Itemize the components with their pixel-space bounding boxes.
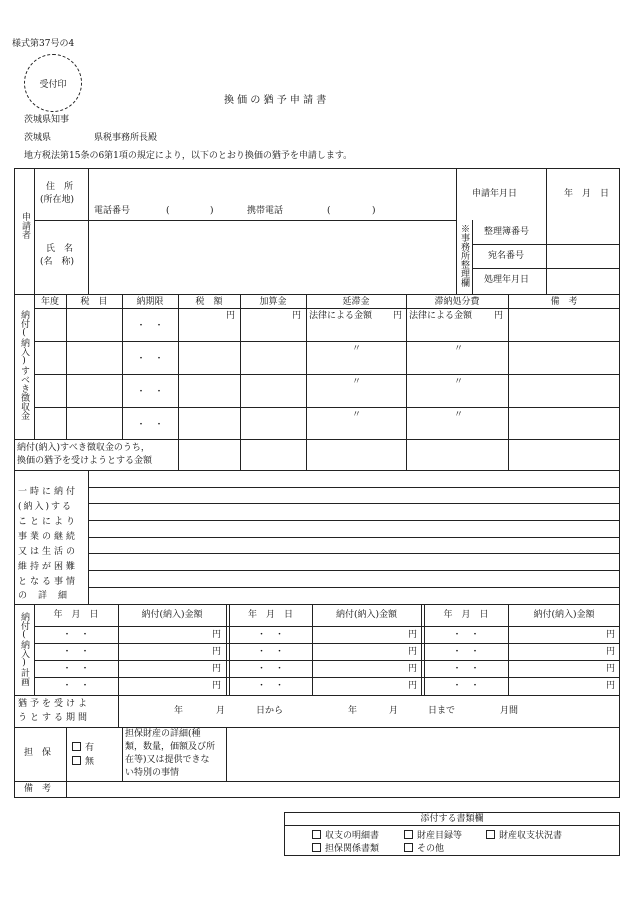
checkbox-icon (312, 843, 321, 852)
intro-text: 地方税法第15条の6第1項の規定により，以下のとおり換価の猶予を申請します。 (24, 151, 353, 161)
mobile-paren-open: ( (327, 206, 331, 216)
yen-unit: 円 (212, 647, 222, 657)
office-row-ledger: 整理簿番号 (484, 227, 530, 237)
checkbox-icon (404, 830, 413, 839)
yen-unit: 円 (212, 630, 222, 640)
plan-amount-header: 納付(納入)金額 (335, 610, 398, 620)
plan-amount-header: 納付(納入)金額 (533, 610, 595, 620)
collateral-detail-label: 類，数量，価額及び所 (125, 742, 216, 752)
plan-section-label: 納付(納入)計画 (19, 612, 29, 686)
address-label: 住 所 (46, 182, 74, 192)
yen-unit: 円 (606, 664, 616, 674)
plan-date-header: 年 月 日 (443, 610, 489, 620)
attach-label: 財産目録等 (417, 831, 463, 841)
yen-unit: 円 (494, 311, 504, 321)
ditto-mark: 〃 (352, 377, 362, 387)
period-year: 年 (348, 706, 358, 716)
yen-unit: 円 (606, 630, 616, 640)
collateral-label: 担 保 (24, 748, 52, 758)
plan-date-mark: ・ ・ (256, 647, 284, 657)
mobile-label: 携帯電話 (247, 206, 284, 216)
ditto-mark: 〃 (352, 410, 362, 420)
name-field[interactable] (89, 221, 455, 293)
detail-label-line: となる事情 (18, 577, 79, 587)
collateral-yes-checkbox[interactable] (72, 742, 94, 753)
attach-label: その他 (417, 844, 445, 854)
office-row-address-number: 宛名番号 (488, 251, 525, 261)
yen-unit: 円 (212, 681, 222, 691)
hardship-detail-field[interactable] (89, 471, 619, 603)
phone-label: 電話番号 (94, 206, 131, 216)
addressee-office: 県税事務所長殿 (94, 133, 158, 143)
address-sub-label: (所在地) (40, 195, 75, 205)
yen-unit: 円 (212, 664, 222, 674)
attach-label: 収支の明細書 (325, 831, 380, 841)
office-use-label: ※事務所整理欄 (459, 224, 469, 287)
plan-amount-header: 納付(納入)金額 (141, 610, 203, 620)
col-year: 年度 (40, 297, 59, 307)
detail-label-line: (納入)する (18, 502, 74, 512)
phone-paren-open: ( (166, 206, 170, 216)
period-year: 年 (174, 706, 184, 716)
detail-label-line: 事業の継続 (18, 532, 79, 542)
yen-unit: 円 (408, 647, 418, 657)
attach-property-income[interactable] (486, 830, 562, 841)
reception-stamp-label: 受付印 (39, 80, 67, 90)
application-date-label: 申請年月日 (472, 189, 518, 199)
mobile-paren-close: ) (372, 206, 376, 216)
collateral-detail-label: 担保財産の詳細(種 (125, 729, 201, 739)
period-months: 月間 (500, 706, 519, 716)
remarks-label: 備 考 (24, 784, 52, 794)
name-sub-label: (名 称) (40, 257, 75, 267)
ditto-mark: 〃 (454, 377, 464, 387)
period-label-line2: うとする期間 (18, 713, 91, 723)
plan-date-mark: ・ ・ (62, 647, 90, 657)
yen-unit: 円 (292, 311, 302, 321)
checkbox-icon (404, 843, 413, 852)
phone-paren-close: ) (210, 206, 214, 216)
applicant-section-label: 申請者 (20, 212, 30, 239)
application-date-value[interactable]: 年 月 日 (564, 189, 610, 199)
deadline-mark: ・ ・ (136, 387, 164, 397)
deadline-mark: ・ ・ (136, 321, 164, 331)
plan-date-mark: ・ ・ (62, 664, 90, 674)
attach-collateral-docs[interactable] (312, 843, 379, 854)
plan-date-mark: ・ ・ (452, 681, 480, 691)
attach-income-statement[interactable] (312, 830, 379, 841)
period-from: 日から (256, 706, 284, 716)
addressee-prefecture: 茨城県 (24, 133, 52, 143)
period-month: 月 (216, 706, 226, 716)
yen-unit: 円 (393, 311, 403, 321)
plan-date-header: 年 月 日 (247, 610, 293, 620)
yen-unit: 円 (408, 664, 418, 674)
yen-unit: 円 (226, 311, 236, 321)
plan-date-mark: ・ ・ (452, 664, 480, 674)
col-delinquency: 延滞金 (342, 297, 370, 307)
collateral-detail-field[interactable] (227, 728, 619, 780)
period-until: 日まで (428, 706, 456, 716)
legal-amount-label: 法律による金額 (309, 311, 373, 321)
plan-date-mark: ・ ・ (256, 681, 284, 691)
collateral-detail-label: 在等)又は提供できな (125, 755, 210, 765)
yen-unit: 円 (606, 681, 616, 691)
detail-label-line: の 詳 細 (18, 591, 69, 601)
attachments-title: 添付する書類欄 (420, 814, 484, 824)
deadline-mark: ・ ・ (136, 420, 164, 430)
plan-date-mark: ・ ・ (256, 664, 284, 674)
yen-unit: 円 (606, 647, 616, 657)
detail-label-line: 又は生活の (18, 547, 79, 557)
detail-label-line: ことにより (18, 517, 79, 527)
attach-other[interactable] (404, 843, 444, 854)
collateral-yes-label: 有 (85, 743, 95, 753)
checkbox-icon (72, 756, 81, 765)
office-row-processed-date: 処理年月日 (484, 275, 530, 285)
plan-date-mark: ・ ・ (62, 681, 90, 691)
collateral-detail-label: い特別の事情 (125, 768, 180, 778)
yen-unit: 円 (408, 630, 418, 640)
detail-label-line: 維持が困難 (18, 562, 79, 572)
addressee-governor: 茨城県知事 (24, 115, 70, 125)
plan-date-mark: ・ ・ (256, 630, 284, 640)
attach-label: 担保関係書類 (325, 844, 380, 854)
tax-section-label: 納付(納入)すべき徴収金 (19, 310, 29, 420)
checkbox-icon (312, 830, 321, 839)
total-label-line1: 納付(納入)すべき徴収金のうち， (17, 443, 150, 453)
col-tax-item: 税 目 (80, 297, 108, 307)
col-disposition-fee: 滞納処分費 (434, 297, 480, 307)
plan-date-mark: ・ ・ (452, 630, 480, 640)
form-number: 様式第37号の4 (12, 39, 75, 49)
collateral-no-label: 無 (85, 757, 95, 767)
checkbox-icon (72, 742, 81, 751)
plan-date-mark: ・ ・ (62, 630, 90, 640)
name-label: 氏 名 (46, 244, 74, 254)
col-additional: 加算金 (259, 297, 287, 307)
period-label-line1: 猶予を受けよ (18, 699, 91, 709)
col-tax-amount: 税 額 (195, 297, 223, 307)
deadline-mark: ・ ・ (136, 354, 164, 364)
reception-stamp-circle (24, 54, 82, 112)
remarks-field[interactable] (67, 782, 619, 797)
detail-label-line: 一時に納付 (18, 487, 79, 497)
page-title: 換 価 の 猶 予 申 請 書 (224, 95, 327, 106)
total-label-line2: 換価の猶予を受けようとする金額 (17, 456, 153, 466)
checkbox-icon (486, 830, 495, 839)
col-deadline: 納期限 (136, 297, 164, 307)
collateral-no-checkbox[interactable] (72, 756, 94, 767)
ditto-mark: 〃 (352, 344, 362, 354)
plan-date-header: 年 月 日 (53, 610, 99, 620)
col-remarks: 備 考 (550, 297, 578, 307)
ditto-mark: 〃 (454, 410, 464, 420)
period-month: 月 (389, 706, 399, 716)
ditto-mark: 〃 (454, 344, 464, 354)
attach-label: 財産収支状況書 (499, 831, 563, 841)
attach-property-list[interactable] (404, 830, 462, 841)
plan-date-mark: ・ ・ (452, 647, 480, 657)
legal-amount-label: 法律による金額 (409, 311, 473, 321)
yen-unit: 円 (408, 681, 418, 691)
